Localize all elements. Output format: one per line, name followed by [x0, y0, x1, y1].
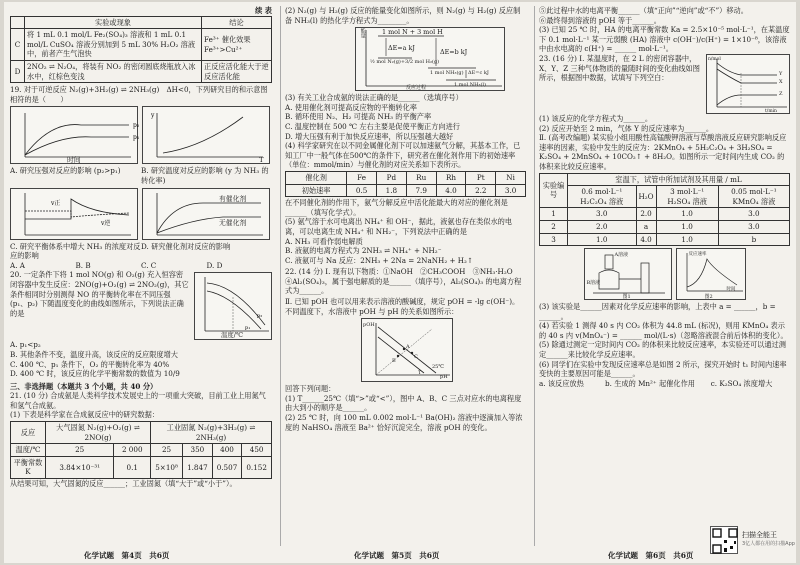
q22-prompt: 回答下列问题：	[285, 384, 336, 394]
svg-text:p₁: p₁	[133, 134, 139, 142]
section-three-title: 三、非选择题（本题共 3 个小题，共 40 分）	[10, 381, 158, 391]
diagram-label: 1 mol NH₃(g)	[430, 70, 464, 77]
q19-option-b: B. 研究温度对反应的影响 (y 为 NH₃ 的转化率)	[141, 166, 269, 185]
axis-label: n/mol	[708, 56, 721, 62]
table-cell: Rh	[436, 171, 466, 184]
table-cell: Pd	[377, 171, 407, 184]
table-cell: 5×10⁸	[151, 456, 183, 478]
table-cell: 3	[540, 233, 568, 246]
q19-figure-a	[10, 106, 138, 164]
figure-label: 无催化剂	[219, 218, 247, 227]
table-cell: Fe	[347, 171, 377, 184]
q19-captions-bottom	[10, 242, 272, 261]
table-cell: 2	[540, 220, 568, 233]
question-21-5: (5) 氨气溶于水可电离出 NH₄⁺ 和 OH⁻，据此，液氨也存在类似水的电离，可以电离生成 NH₄⁺ 和 NH₂⁻，下列说法中正确的是	[285, 217, 513, 236]
table-cell: 实验编号	[540, 173, 568, 208]
svg-text:v逆: v逆	[101, 219, 111, 227]
table-cell: 工业固氮 N₂(g)+3H₂(g) ⇌ 2NH₃(g)	[151, 422, 272, 444]
q21-3-option-d: D. 增大压强有利于加快反应速率，所以压强越大越好	[285, 131, 454, 141]
choice-a: A. A	[10, 260, 25, 270]
diagram-label: ΔE=b kJ	[440, 48, 468, 57]
catalyst-table	[285, 171, 526, 197]
choice-c: C. C	[141, 260, 157, 270]
q19-captions-top	[10, 166, 272, 185]
column-page-6	[534, 6, 790, 546]
q19-figures-top	[10, 106, 272, 164]
q22-part-2: (2) 25 ℃ 时，向 100 mL 0.002 mol·L⁻¹ Ba(OH)₂ 溶液中逐滴加入等浓度的 NaHSO₄ 溶液至 Ba²⁺ 恰好沉淀完全，溶液 pOH 的变化。	[285, 413, 523, 432]
row-conclusion: 正反应活化能大于逆反应活化能	[202, 60, 272, 82]
footer-page-4: 化学试题 第4页 共6页	[84, 551, 170, 560]
figure-2-rate	[676, 248, 746, 300]
q22-line-6: ⑥最终得到溶液的 pOH 等于______。	[539, 15, 661, 25]
q19-figures-bottom	[10, 188, 272, 240]
question-20: 20. 一定条件下将 1 mol NO(g) 和 O₂(g) 充入恒容密闭容器中发生反应：2NO(g)+O₂(g) ⇌ 2NO₂(g)，其它条件相同时分别测得 NO 的平衡转化率在不同压强 (p₁、p₂) 下随温度变化的曲线如图所示，下列说法正确的是	[10, 270, 189, 318]
curve-label: T	[418, 370, 422, 377]
table-cell: 1	[540, 208, 568, 221]
table-cell: 反应	[11, 422, 46, 444]
table-cell: 3.0	[718, 208, 789, 221]
q23-part-6: (6) 同学们在实验中发现反应速率总是如图 2 所示，探究开始时 t₁ 时间内速率变快的主要原因可能是______。	[539, 359, 787, 379]
q19-figure-b	[142, 106, 270, 164]
table-cell: 3.0	[568, 208, 637, 221]
apparatus-figures	[539, 248, 790, 300]
q22-part-3: (3) 已知 25 ℃ 时，HA 的电离平衡常数 Ka = 2.5×10⁻⁵ mol·L⁻¹，在某温度下 0.1 mol·L⁻¹ 某一元弱酸 (HA) 溶液中 c(OH⁻)/c(H⁺) = 1×10⁻⁸，该溶液中由水电离的 c(H⁺) = ______ mol·L⁻¹。	[539, 25, 790, 54]
axis-label: t/min	[765, 108, 777, 114]
table-cell: 1.0	[656, 208, 718, 221]
question-22-2: Ⅱ. 已知 pOH 也可以用来表示溶液的酸碱度，规定 pOH = -lg c(OH⁻)。不同温度下，水溶液中 pOH 与 pH 的关系如图所示：	[285, 297, 520, 316]
axis-label: 时间	[726, 287, 736, 293]
q23-part-3: (3) 该实验是______因素对化学反应速率的影响，上表中 a = ______，b = ______。	[539, 302, 776, 321]
table-cell: 3.0	[718, 220, 789, 233]
axis-label: pOH	[363, 322, 375, 329]
svg-text:v正: v正	[51, 199, 61, 207]
table-cell: Ni	[496, 171, 526, 184]
svg-text:p₂: p₂	[257, 313, 263, 320]
table-cell: 1.0	[656, 220, 718, 233]
table-cell: 催化剂	[286, 171, 347, 184]
table-cell: 400	[212, 444, 242, 457]
q21-tail: 从结果可知，大气固氮的反应______；工业固氮（填“大于”或“小于”）。	[10, 479, 237, 489]
q21-5-option-a: A. NH₃ 可看作弱电解质	[285, 236, 363, 246]
svg-text:y: y	[151, 112, 155, 120]
q21-5-option-c: C. 液氨可与 Na 反应：2NH₃ + 2Na = 2NaNH₂ + H₂↑	[285, 255, 473, 265]
question-22: 22. (14 分) Ⅰ. 现有以下物质：①NaOH ②CH₃COOH ③NH₃·H₂O ④Al₂(SO₄)₃，属于强电解质的是______（填序号），Al₂(SO₄)₃ 的电离方程式为______。	[285, 267, 522, 296]
q19-figure-d	[142, 188, 270, 240]
diagram-label: ΔE=c kJ	[468, 70, 489, 77]
table-cell: 1.847	[183, 456, 213, 478]
table-head-cell: 实验或现象	[25, 16, 202, 29]
axis-label: 反应过程	[406, 85, 427, 92]
table-cell: 大气固氮 N₂(g)+O₂(g) ⇌ 2NO(g)	[45, 422, 150, 444]
q19-option-a: A. 研究压强对反应的影响 (p₂>p₁)	[10, 166, 121, 176]
axis-label: 时间	[67, 156, 81, 165]
q23-part-4: (4) 若实验 1 测得 40 s 内 CO₂ 体积为 44.8 mL (标况)，则用 KMnO₄ 表示的 40 s 内 v(MnO₄⁻) = ______ mol/(L·s)（忽略溶液混合前后体积的变化）。	[539, 321, 788, 340]
axis-label: 能量	[359, 28, 366, 39]
q20-figure	[194, 272, 272, 340]
table-head-cell: 结论	[202, 16, 272, 29]
figure-label: A溶液	[614, 252, 629, 259]
q21-3-option-c: C. 温度控制在 500 ℃ 左右主要是促使平衡正方向进行	[285, 121, 460, 131]
qr-code-icon	[710, 526, 738, 554]
point-label: B	[392, 358, 396, 365]
table-cell: 450	[242, 444, 272, 457]
table-cell: Pt	[466, 171, 496, 184]
axis-label: pH	[440, 374, 448, 381]
table-cell: 1.0	[656, 233, 718, 246]
curve-label: Z	[779, 90, 783, 97]
point-label: C	[414, 354, 418, 361]
table-cell: 4.0	[636, 233, 656, 246]
experiment-table	[10, 16, 272, 84]
curve-label: Y	[779, 70, 783, 77]
continued-label: 续 表	[255, 6, 272, 15]
table-cell: 25	[151, 444, 183, 457]
svg-text:p₁: p₁	[245, 325, 251, 332]
q20-option-c: C. 400 ℃、p₁ 条件下，O₂ 的平衡转化率为 40%	[10, 359, 170, 369]
choice-c: c. K₂SO₄ 浓度增大	[710, 378, 773, 388]
table-cell: 0.1	[114, 456, 151, 478]
footer-page-6: 化学试题 第6页 共6页	[608, 551, 694, 560]
table-cell: 平衡常数 K	[11, 456, 46, 478]
table-cell: 初始速率	[286, 184, 347, 197]
scanner-app-label: 扫描全能王	[742, 531, 777, 539]
question-21-4: (4) 科学家研究在以不同金属催化剂下可以加速氨气分解，其基本工作，已知工厂中一般气体在500℃的条件下，研究者在催化剂作用下的初始速率（单位：mmol/min）与催化剂的对应关系如下表所示。	[285, 141, 521, 170]
q20-option-a: A. p₁<p₂	[10, 340, 41, 350]
axis-label: 温度/℃	[221, 331, 244, 340]
table-cell: 4.0	[436, 184, 466, 197]
diagram-label: ½ mol N₂(g)+3/2 mol H₂(g)	[370, 59, 440, 66]
table-cell: b	[718, 233, 789, 246]
q22-line-5: ⑤此过程中水的电离平衡______（填“正向”“逆向”或“不”）移动。	[539, 6, 748, 15]
table-cell: 7.9	[406, 184, 436, 197]
row-conclusion: Fe³⁺ 催化效果 Fe³⁺>Cu²⁺	[202, 29, 272, 61]
q19-option-d: D. 研究催化剂对反应的影响	[141, 241, 231, 251]
question-23: 23. (16 分) Ⅰ. 某温度时，在 2 L 的密闭容器中，X、Y、Z 三种气体物质的量随时间的变化曲线如图所示，根据图中数据，试填写下列空白：	[539, 53, 700, 83]
table-cell: 0.152	[242, 456, 272, 478]
footer-page-5: 化学试题 第5页 共6页	[354, 551, 440, 560]
figure-label: B溶液	[586, 280, 601, 287]
question-21-1: (1) 下表是科学家在合成氨反应中的研究数据：	[10, 410, 160, 420]
table-cell: 1.0	[568, 233, 637, 246]
q22-part-1: (1) T______25℃（填“>”或“<”），图中 A、B、C 三点对应水的电离程度由大到小的顺序是______。	[285, 393, 522, 413]
q21-3-option-a: A. 使用催化剂可提高反应物的平衡转化率	[285, 102, 417, 112]
table-cell: 2 000	[114, 444, 151, 457]
q23-part-5: (5) 除通过测定一定时间内 CO₂ 的体积来比较反应速率，本实验还可以通过测定______来比较化学反应速率。	[539, 340, 786, 360]
figure-caption: 图2	[704, 294, 713, 301]
q20-option-b: B. 其他条件不变，温度升高，该反应的反应限度增大	[10, 349, 178, 359]
table-cell: a	[636, 220, 656, 233]
q20-option-d: D. 400 ℃ 时，该反应的化学平衡常数的数值为 10/9	[10, 369, 180, 379]
curve-label: X	[779, 78, 783, 85]
q21-5-option-b: B. 液氨的电离方程式为 2NH₃ ⇌ NH₄⁺ + NH₂⁻	[285, 246, 442, 256]
table-cell: H₂O	[636, 186, 656, 208]
question-21-2: (2) N₂(g) 与 H₂(g) 反应的能量变化如图所示，则 N₂(g) 与 H₂(g) 反应制备 NH₃(l) 的热化学方程式为________。	[285, 6, 521, 25]
question-20-block	[10, 270, 272, 340]
diagram-label: 1 mol N + 3 mol H	[382, 28, 443, 37]
row-text: 将 1 mL 0.1 mol/L Fe₂(SO₄)₃ 溶液和 1 mL 0.1 mol/L CuSO₄ 溶液分别加到 5 mL 30% H₂O₂ 溶液中，前者产生气泡快	[25, 29, 202, 61]
question-19: 19. 对于可逆反应 N₂(g)+3H₂(g) ⇌ 2NH₃(g) ΔH<0，下列研究目的和示意图相符的是（ ）	[10, 85, 268, 104]
q23-part-2: (2) 反应开始至 2 min，气体 Y 的反应速率为______。	[539, 123, 714, 133]
table-cell: 温度/℃	[11, 444, 46, 457]
point-label: A	[406, 344, 410, 351]
q19-choices	[10, 261, 272, 271]
choice-b: B. B	[75, 260, 91, 270]
table-cell: 2.0	[636, 208, 656, 221]
table-cell: 1.8	[377, 184, 407, 197]
table-cell: 25	[45, 444, 113, 457]
reagent-table	[539, 173, 790, 247]
xyz-figure	[706, 54, 790, 114]
scanner-app-subtitle: 3亿人都在用的扫描App	[742, 541, 795, 547]
figure-1-apparatus	[584, 248, 672, 300]
question-21-3: (3) 有关工业合成氨的说法正确的是______（选填序号）	[285, 93, 463, 103]
row-label: D	[11, 60, 25, 82]
choice-d: D. D	[206, 260, 223, 270]
q21-table	[10, 421, 272, 479]
poh-ph-figure	[361, 318, 453, 382]
table-head-cell	[11, 16, 25, 29]
table-cell: 350	[183, 444, 213, 457]
table-cell: 3.84×10⁻³¹	[45, 456, 113, 478]
axis-label: T	[259, 156, 264, 165]
curve-label: 25℃	[432, 364, 444, 371]
energy-diagram	[355, 27, 505, 91]
column-page-4	[10, 6, 272, 546]
choice-a: a. 该反应放热	[539, 378, 584, 388]
q23-part-ii: Ⅱ. (高考改编题) 某实验小组用酸性高锰酸钾溶液与草酸溶液反应研究影响反应速率的因素，实验中发生的反应为：2KMnO₄ + 5H₂C₂O₄ + 3H₂SO₄ = K₂SO₄ + 2MnSO₄ + 10CO₂↑ + 8H₂O。如图所示一定时间内生成 CO₂ 的体积来比较反应速率。	[539, 133, 787, 171]
question-21: 21. (10 分) 合成氨是人类科学技术发展史上的一项重大突破，目前工业上用氮气和氢气合成氨。	[10, 391, 266, 410]
diagram-label: ΔE=a kJ	[388, 44, 415, 53]
question-21-4b: 在不同催化剂的作用下，氨气分解反应中活化能最大的对应的催化剂是______（填写化学式）。	[285, 198, 508, 217]
table-cell: 3.0	[496, 184, 526, 197]
q23-part-1: (1) 该反应的化学方程式为______。	[539, 113, 653, 123]
table-cell: Ru	[406, 171, 436, 184]
q19-option-c: C. 研究平衡体系中增大 NH₃ 的浓度对反应的影响	[10, 241, 141, 261]
q21-3-option-b: B. 循环使用 N₂、H₂ 可提高 NH₃ 的平衡产率	[285, 112, 432, 122]
table-cell: 室温下，试管中所加试剂及其用量 / mL	[568, 173, 790, 186]
svg-text:p₂: p₂	[133, 122, 139, 130]
row-text: 2NO₂ ⇌ N₂O₄，将装有 NO₂ 的密闭圆底烧瓶放入冰水中，红棕色变浅	[25, 60, 202, 82]
row-label: C	[11, 29, 25, 61]
q21-2-block	[285, 6, 526, 25]
table-cell: 0.507	[212, 456, 242, 478]
choice-b: b. 生成的 Mn²⁺ 起催化作用	[605, 378, 695, 388]
table-cell: 2.0	[568, 220, 637, 233]
q19-figure-c	[10, 188, 138, 240]
axis-label: 反应速率	[688, 252, 707, 258]
exam-sheet	[4, 2, 796, 563]
table-cell: 3 mol·L⁻¹ H₂SO₄ 溶液	[656, 186, 718, 208]
figure-label: 有催化剂	[219, 194, 247, 203]
q23-block	[539, 54, 790, 114]
table-cell: 0.5	[347, 184, 377, 197]
table-cell: 2.2	[466, 184, 496, 197]
column-page-5	[280, 6, 526, 546]
figure-caption: 图1	[622, 294, 631, 301]
table-cell: 0.05 mol·L⁻¹ KMnO₄ 溶液	[718, 186, 789, 208]
q23-6-choices	[539, 379, 790, 389]
table-cell: 0.6 mol·L⁻¹ H₂C₂O₄ 溶液	[568, 186, 637, 208]
diagram-label: 1 mol NH₃(l)	[454, 82, 486, 89]
